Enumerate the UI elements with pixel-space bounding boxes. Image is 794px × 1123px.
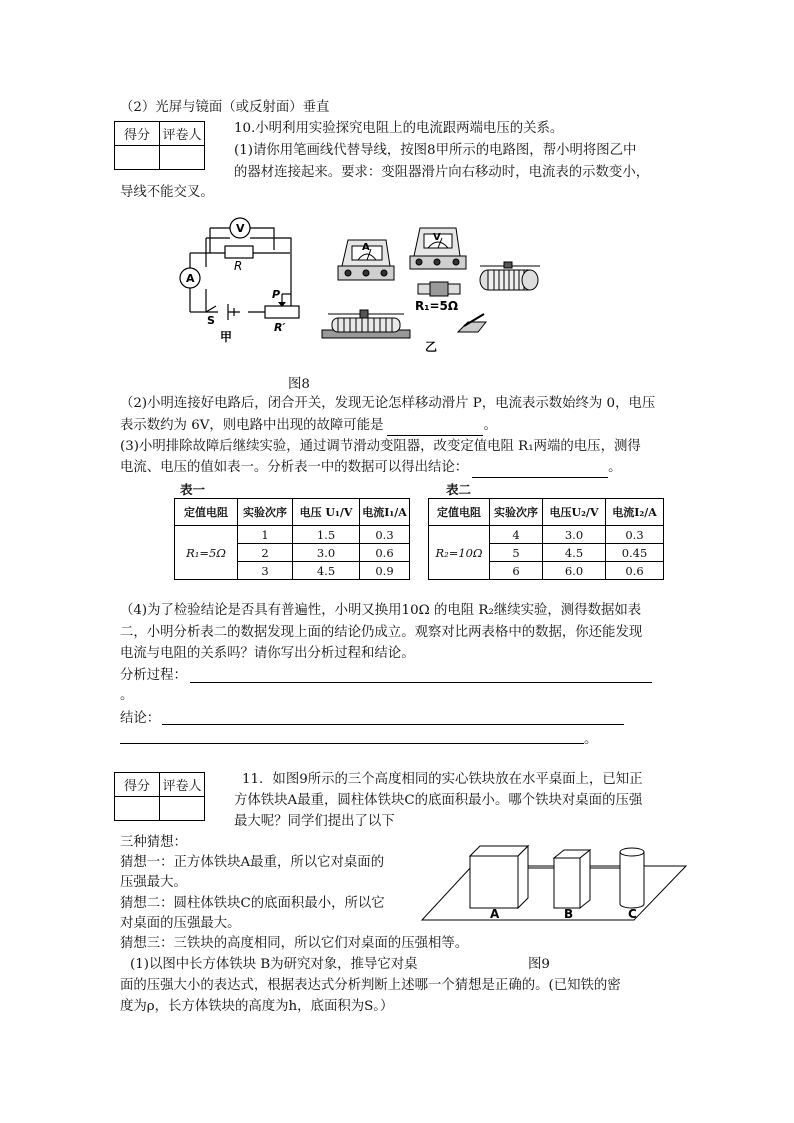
table1-cell: 1.5: [293, 526, 360, 544]
table2-cell: 4: [490, 526, 543, 544]
table1: [174, 498, 410, 580]
figure9-caption: 图9: [528, 957, 550, 972]
table2-header: 实验次序: [490, 499, 543, 526]
block-a-label: A: [490, 907, 500, 921]
table1-cell: 1: [238, 526, 293, 544]
guess2-line1: 猜想二：圆柱体铁块C的底面积最小，所以它: [120, 896, 385, 911]
score-box-2: [114, 772, 205, 821]
guess2-line2: 对桌面的压强最大。: [120, 916, 241, 931]
q11-part1-line1: (1)以图中长方体铁块 B为研究对象，推导它对桌: [130, 957, 418, 972]
iron-blocks-figure: [420, 838, 690, 924]
conclusion-answer-line-2[interactable]: [120, 743, 584, 744]
slider-label: P: [272, 288, 281, 301]
block-c-label: C: [628, 907, 637, 921]
q10-part4-line3: 电流与电阻的关系吗？请你写出分析过程和结论。: [120, 646, 415, 661]
table2-cell: 6: [490, 562, 543, 580]
analysis-label: 分析过程：: [120, 668, 187, 683]
table2-cell: 0.45: [606, 544, 664, 562]
conclusion-answer-blank[interactable]: [472, 461, 608, 478]
q11-intro: 三种猜想：: [120, 835, 187, 850]
ammeter-symbol: A: [186, 272, 195, 285]
table2-resistor: R₂=10Ω: [429, 526, 490, 580]
table2-cell: 0.6: [606, 562, 664, 580]
resistor-label: R: [234, 259, 243, 273]
q10-part2-period: 。: [483, 418, 497, 433]
table1-cell: 0.9: [360, 562, 410, 580]
apparatus-illustration: [318, 218, 550, 358]
voltmeter-symbol: V: [236, 222, 245, 235]
q10-part1-line2: 的器材连接起来。要求：变阻器滑片向右移动时，电流表的示数变小，: [234, 165, 650, 180]
circuit-diagram: [170, 210, 310, 345]
table1-cell: 3.0: [293, 544, 360, 562]
ammeter-device-label: A: [362, 242, 370, 253]
score-label: 得分: [115, 773, 160, 797]
q10-part2-line1: （2)小明连接好电路后，闭合开关，发现无论怎样移动滑片 P，电流表示数始终为 0，电压: [120, 396, 656, 411]
guess3: 猜想三：三铁块的高度相同，所以它们对桌面的压强相等。: [120, 936, 469, 951]
q10-part4-line1: （4)为了检验结论是否具有普遍性，小明又换用10Ω 的电阻 R₂继续实验，测得数据如表: [120, 603, 642, 618]
figure8-caption: 图8: [288, 377, 310, 392]
fault-answer-blank[interactable]: [387, 419, 483, 436]
table1-resistor: R₁=5Ω: [175, 526, 238, 580]
table1-cell: 0.3: [360, 526, 410, 544]
table2-cell: 3.0: [543, 526, 606, 544]
guess1-line2: 压强最大。: [120, 875, 187, 890]
block-b-label: B: [564, 907, 574, 921]
table2-header: 电流I₂/A: [606, 499, 664, 526]
guess1-line1: 猜想一：正方体铁块A最重，所以它对桌面的: [120, 855, 385, 870]
table2-header: 电压U₂/V: [543, 499, 606, 526]
diagram-jia-label: 甲: [220, 330, 233, 344]
rheostat-label: R′: [274, 321, 286, 334]
analysis-period: 。: [120, 688, 134, 703]
q10-part1-line3: 导线不能交叉。: [120, 185, 214, 200]
q10-part1-line1: (1)请你用笔画线代替导线，按图8甲所示的电路图，帮小明将图乙中: [234, 143, 637, 158]
score-cell[interactable]: [115, 146, 160, 170]
conclusion-period: 。: [584, 732, 598, 747]
table2-title: 表二: [446, 482, 472, 497]
table2-cell: 4.5: [543, 544, 606, 562]
table2-cell: 0.3: [606, 526, 664, 544]
reviewer-cell[interactable]: [160, 146, 205, 170]
score-box: [114, 121, 205, 170]
analysis-answer-line[interactable]: [190, 682, 652, 683]
q11-stem-line3: 最大呢？同学们提出了以下: [234, 814, 395, 829]
table1-header: 定值电阻: [175, 499, 238, 526]
q10-part3-line2: 电流、电压的值如表一。分析表一中的数据可以得出结论：: [120, 460, 469, 475]
q10-part2-line2: 表示数约为 6V，则电路中出现的故障可能是: [120, 418, 384, 433]
q11-stem-line1: 11．如图9所示的三个高度相同的实心铁块放在水平桌面上，已知正: [242, 772, 643, 787]
table1-cell: 4.5: [293, 562, 360, 580]
q10-part3-line1: (3)小明排除故障后继续实验，通过调节滑动变阻器，改变定值电阻 R₁两端的电压，测得: [120, 439, 641, 454]
q11-stem-line2: 方体铁块A最重，圆柱体铁块C的底面积最小。哪个铁块对桌面的压强: [234, 793, 643, 808]
q11-part1-line3: 度为ρ，长方体铁块的高度为h，底面积为S。）: [120, 999, 394, 1014]
table1-header: 电流I₁/A: [360, 499, 410, 526]
score-label: 得分: [115, 122, 160, 146]
diagram-yi-label: 乙: [425, 340, 438, 354]
reviewer-cell[interactable]: [160, 797, 205, 821]
q10-part3-period: 。: [608, 460, 622, 475]
table1-title: 表一: [180, 482, 206, 497]
table2-cell: 6.0: [543, 562, 606, 580]
table2: [428, 498, 664, 580]
reviewer-label: 评卷人: [160, 122, 205, 146]
q9-answer: （2）光屏与镜面（或反射面）垂直: [120, 100, 330, 115]
q10-stem: 10.小明利用实验探究电阻上的电流跟两端电压的关系。: [234, 121, 564, 136]
table1-cell: 0.6: [360, 544, 410, 562]
conclusion-answer-line-1[interactable]: [162, 724, 624, 725]
r1-label: R₁=5Ω: [415, 299, 459, 313]
table1-cell: 3: [238, 562, 293, 580]
table1-header: 实验次序: [238, 499, 293, 526]
conclusion-label: 结论：: [120, 711, 161, 726]
switch-label: S: [207, 314, 215, 327]
q10-part4-line2: 二，小明分析表二的数据发现上面的结论仍成立。观察对比两表格中的数据，你还能发现: [120, 625, 643, 640]
q11-part1-line2: 面的压强大小的表达式，根据表达式分析判断上述哪一个猜想是正确的。(已知铁的密: [120, 978, 621, 993]
reviewer-label: 评卷人: [160, 773, 205, 797]
voltmeter-device-label: V: [433, 232, 441, 243]
table1-cell: 2: [238, 544, 293, 562]
table1-header: 电压 U₁/V: [293, 499, 360, 526]
table2-cell: 5: [490, 544, 543, 562]
table2-header: 定值电阻: [429, 499, 490, 526]
score-cell[interactable]: [115, 797, 160, 821]
